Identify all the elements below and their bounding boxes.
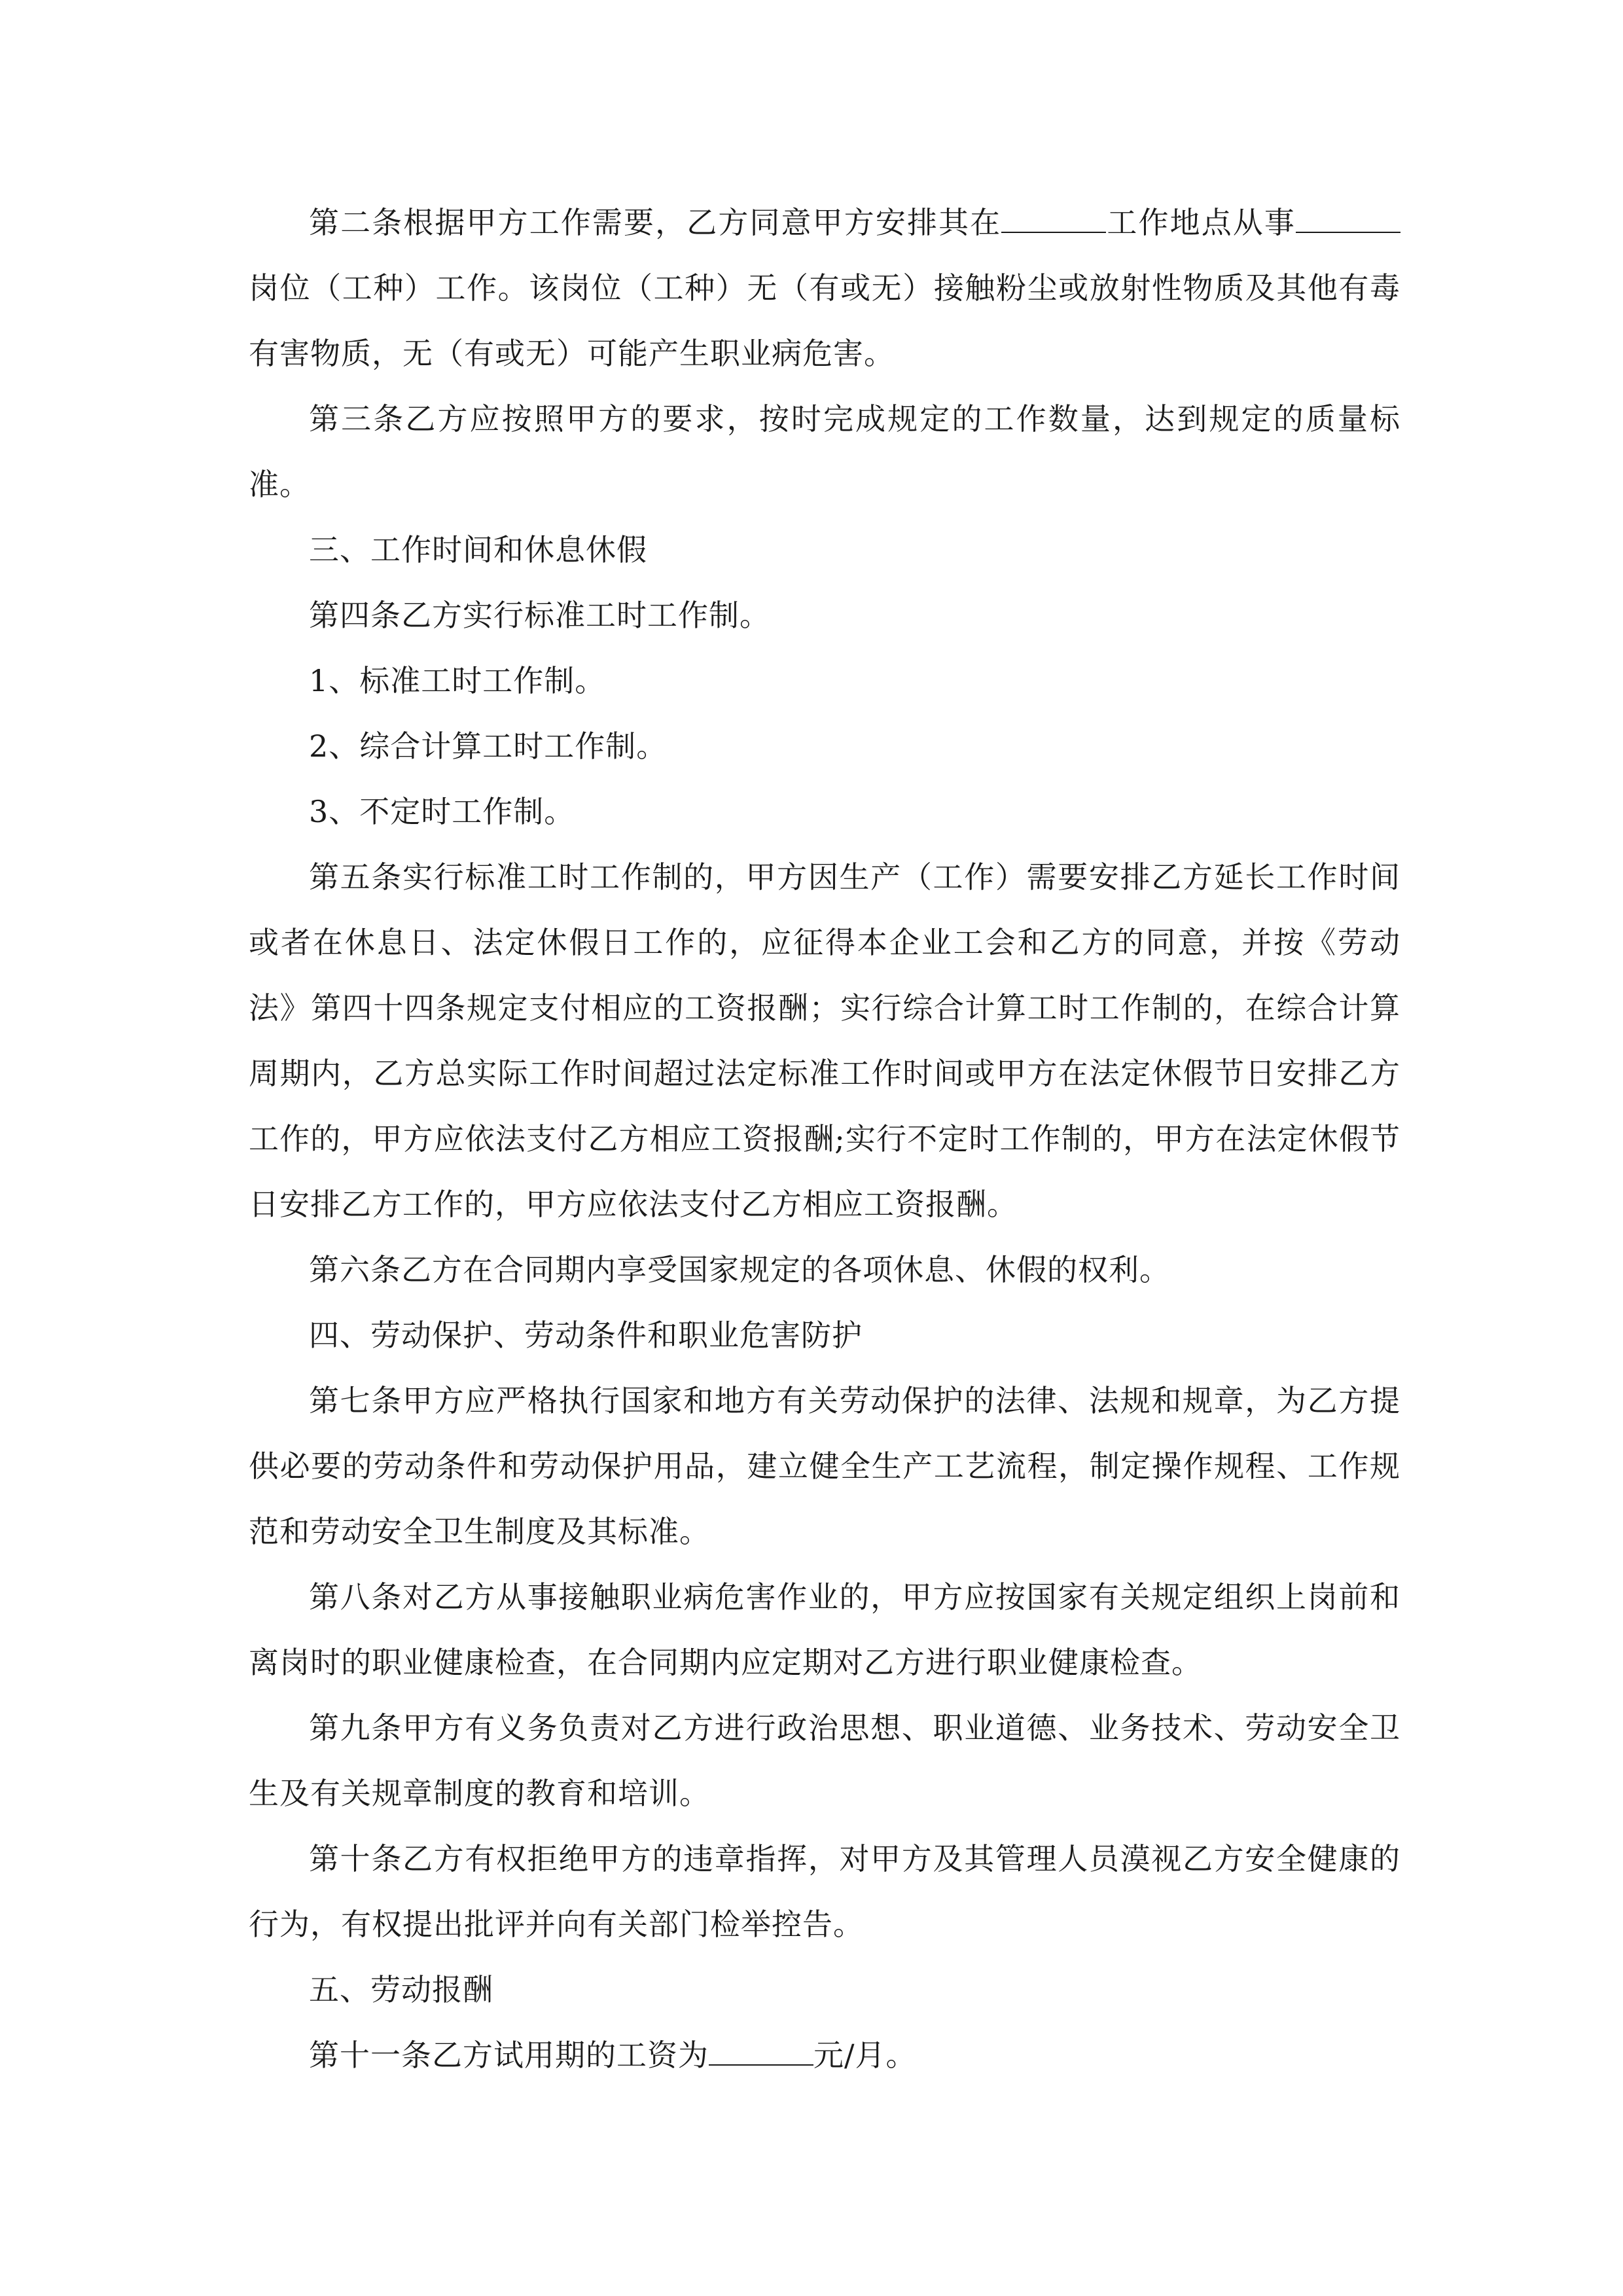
- probation-salary-blank: [709, 2038, 813, 2066]
- position-blank: [1296, 206, 1400, 233]
- article-11-paragraph: [249, 2022, 1400, 2088]
- article-8-paragraph: 第八条对乙方从事接触职业病危害作业的，甲方应按国家有关规定组织上岗前和离岗时的职业健康检查，在合同期内应定期对乙方进行职业健康检查。: [249, 1579, 1400, 1680]
- article-11-text-b: 元/月。: [813, 2037, 917, 2073]
- article-2-paragraph: [249, 190, 1400, 386]
- section-5-heading: 五、劳动报酬: [309, 1972, 493, 2007]
- list-item-3: 3、不定时工作制。: [309, 794, 575, 829]
- article-11-text-a: 第十一条乙方试用期的工资为: [309, 2037, 709, 2073]
- list-item-2: 2、综合计算工时工作制。: [309, 728, 668, 764]
- article-2-text-a: 第二条根据甲方工作需要，乙方同意甲方安排其在: [309, 205, 1002, 240]
- document-page: [249, 190, 1400, 2088]
- article-9-paragraph: 第九条甲方有义务负责对乙方进行政治思想、职业道德、业务技术、劳动安全卫生及有关规章制度的教育和培训。: [249, 1710, 1400, 1811]
- list-item-1: 1、标准工时工作制。: [309, 663, 606, 698]
- article-7-paragraph: 第七条甲方应严格执行国家和地方有关劳动保护的法律、法规和规章，为乙方提供必要的劳动条件和劳动保护用品，建立健全生产工艺流程，制定操作规程、工作规范和劳动安全卫生制度及其标准。: [249, 1383, 1400, 1549]
- article-2-text-c: 岗位（工种）工作。该岗位（工种）无（有或无）接触粉尘或放射性物质及其他有毒有害物质，无（有或无）可能产生职业病危害。: [249, 270, 1400, 371]
- article-3-paragraph: 第三条乙方应按照甲方的要求，按时完成规定的工作数量，达到规定的质量标准。: [249, 401, 1400, 502]
- article-5-paragraph: 第五条实行标准工时工作制的，甲方因生产（工作）需要安排乙方延长工作时间或者在休息日、法定休假日工作的，应征得本企业工会和乙方的同意，并按《劳动法》第四十四条规定支付相应的工资报酬；实行综合计算工时工作制的，在综合计算周期内，乙方总实际工作时间超过法定标准工作时间或甲方在法定休假节日安排乙方工作的，甲方应依法支付乙方相应工资报酬;实行不定时工作制的，甲方在法定休假节日安排乙方工作的，甲方应依法支付乙方相应工资报酬。: [249, 859, 1400, 1222]
- article-6-paragraph: 第六条乙方在合同期内享受国家规定的各项休息、休假的权利。: [309, 1252, 1170, 1287]
- article-10-paragraph: 第十条乙方有权拒绝甲方的违章指挥，对甲方及其管理人员漠视乙方安全健康的行为，有权提出批评并向有关部门检举控告。: [249, 1841, 1400, 1942]
- article-2-text-b: 工作地点从事: [1106, 205, 1296, 240]
- section-4-heading: 四、劳动保护、劳动条件和职业危害防护: [309, 1318, 863, 1353]
- work-location-blank: [1001, 206, 1106, 233]
- article-4-paragraph: 第四条乙方实行标准工时工作制。: [309, 598, 770, 633]
- section-3-heading: 三、工作时间和休息休假: [309, 532, 647, 567]
